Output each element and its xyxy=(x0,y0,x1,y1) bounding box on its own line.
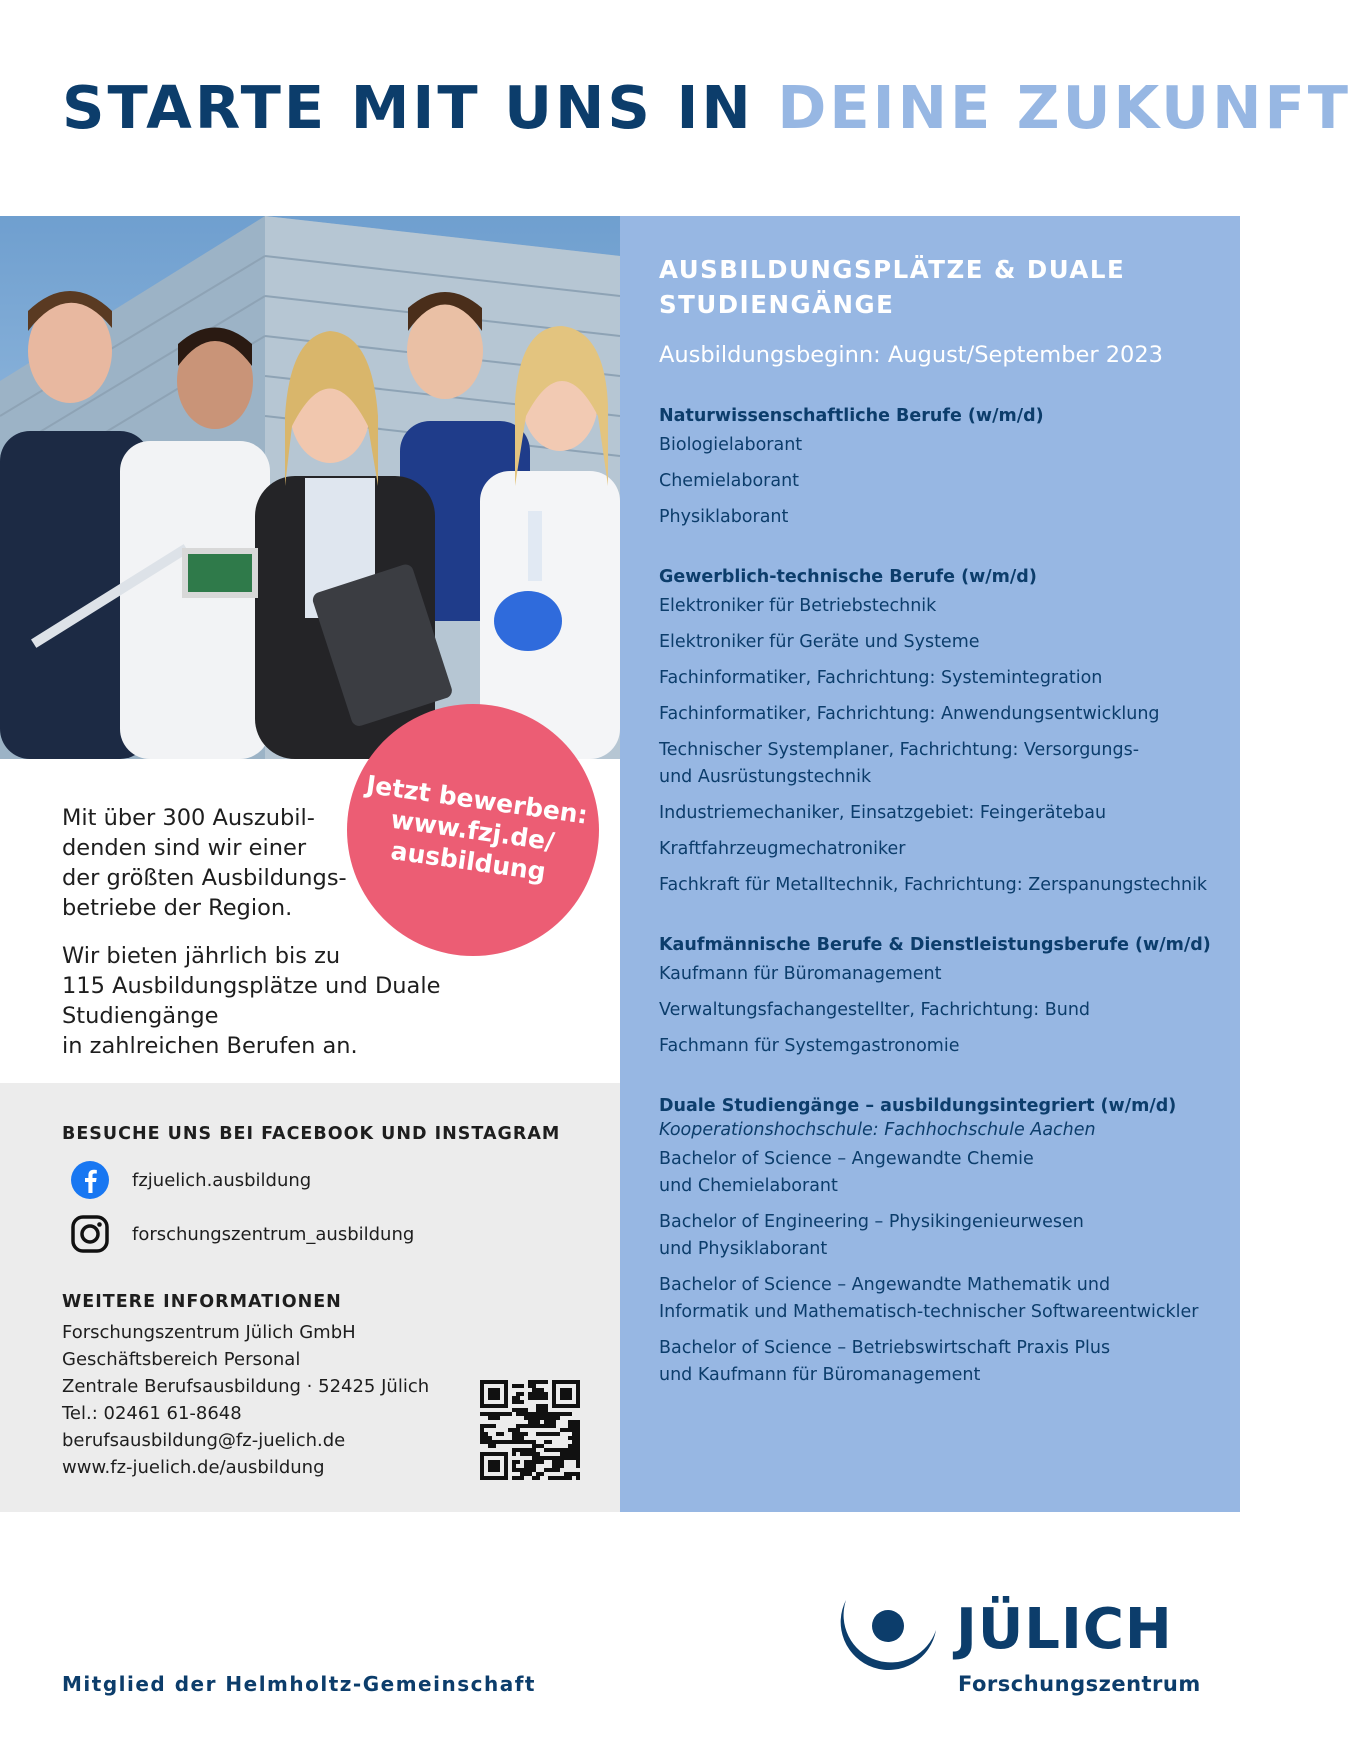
social-heading: BESUCHE UNS BEI FACEBOOK UND INSTAGRAM xyxy=(62,1124,561,1144)
apply-badge[interactable] xyxy=(347,704,599,956)
program-category xyxy=(659,1096,1219,1389)
apply-badge-text: Jetzt bewerben: www.fzj.de/ ausbildung xyxy=(364,769,590,886)
program-item: Verwaltungsfachangestellter, Fachrichtung: Bund xyxy=(659,1000,1091,1020)
program-category xyxy=(659,935,1219,1060)
juelich-logo-mark-icon xyxy=(836,1596,940,1700)
program-category-title: Duale Studiengänge – ausbildungsintegriert (w/m/d) xyxy=(659,1096,1177,1116)
program-item: Bachelor of Science – Betriebswirtschaft Praxis Plus und Kaufmann für Büromanagement xyxy=(659,1338,1111,1385)
info-heading: WEITERE INFORMATIONEN xyxy=(62,1292,342,1312)
program-item: Fachinformatiker, Fachrichtung: Systemintegration xyxy=(659,668,1103,688)
program-item: Bachelor of Engineering – Physikingenieurwesen und Physiklaborant xyxy=(659,1212,1084,1259)
program-item: Biologielaborant xyxy=(659,435,803,455)
program-item: Fachkraft für Metalltechnik, Fachrichtung: Zerspanungstechnik xyxy=(659,875,1208,895)
program-item: Elektroniker für Betriebstechnik xyxy=(659,596,937,616)
program-item: Physiklaborant xyxy=(659,507,789,527)
qr-code[interactable] xyxy=(480,1380,580,1480)
contact-email[interactable]: berufsausbildung@fz-juelich.de xyxy=(62,1430,346,1451)
juelich-logo xyxy=(836,1596,1201,1706)
instagram-icon xyxy=(70,1214,110,1254)
instagram-link[interactable] xyxy=(70,1214,414,1254)
intro-paragraph-1: Mit über 300 Auszubil- denden sind wir einer der größten Ausbildungs- betriebe der Region. xyxy=(62,805,347,921)
program-category-title: Naturwissenschaftliche Berufe (w/m/d) xyxy=(659,406,1044,426)
headline-part-light: DEINE ZUKUNFT xyxy=(777,73,1351,142)
program-category-title: Gewerblich-technische Berufe (w/m/d) xyxy=(659,567,1037,587)
contact-address: Zentrale Berufsausbildung · 52425 Jülich xyxy=(62,1376,430,1397)
program-item: Kraftfahrzeugmechatroniker xyxy=(659,839,906,859)
contact-website[interactable]: www.fz-juelich.de/ausbildung xyxy=(62,1457,325,1478)
trainees-photo xyxy=(0,216,620,759)
contact-department: Geschäftsbereich Personal xyxy=(62,1349,301,1370)
contact-phone[interactable]: Tel.: 02461 61-8648 xyxy=(62,1403,242,1424)
facebook-handle: fzjuelich.ausbildung xyxy=(132,1169,312,1191)
helmholtz-membership: Mitglied der Helmholtz-Gemeinschaft xyxy=(62,1672,536,1696)
program-item: Bachelor of Science – Angewandte Mathematik und Informatik und Mathematisch-technischer Softwareentwickler xyxy=(659,1275,1199,1322)
program-item: Kaufmann für Büromanagement xyxy=(659,964,942,984)
logo-subtitle: Forschungszentrum xyxy=(958,1672,1201,1696)
program-item: Elektroniker für Geräte und Systeme xyxy=(659,632,980,652)
program-category-note: Kooperationshochschule: Fachhochschule Aachen xyxy=(659,1120,1096,1140)
program-category-title: Kaufmännische Berufe & Dienstleistungsberufe (w/m/d) xyxy=(659,935,1211,955)
program-item: Industriemechaniker, Einsatzgebiet: Feingerätebau xyxy=(659,803,1107,823)
programs-panel xyxy=(620,216,1240,1512)
program-item: Chemielaborant xyxy=(659,471,800,491)
programs-title: AUSBILDUNGSPLÄTZE & DUALE STUDIENGÄNGE xyxy=(659,255,1126,319)
contact-company: Forschungszentrum Jülich GmbH xyxy=(62,1322,356,1343)
program-category xyxy=(659,406,1219,531)
contact-info xyxy=(62,1319,429,1481)
program-item: Technischer Systemplaner, Fachrichtung: Versorgungs- und Ausrüstungstechnik xyxy=(659,740,1140,787)
program-item: Bachelor of Science – Angewandte Chemie und Chemielaborant xyxy=(659,1149,1034,1196)
program-category xyxy=(659,567,1219,899)
facebook-icon xyxy=(70,1160,110,1200)
headline-part-dark: STARTE MIT UNS IN xyxy=(62,73,778,142)
headline xyxy=(62,73,1351,142)
program-item: Fachmann für Systemgastronomie xyxy=(659,1036,960,1056)
programs-list xyxy=(659,406,1219,1425)
programs-start-date: Ausbildungsbeginn: August/September 2023 xyxy=(659,342,1163,368)
instagram-handle: forschungszentrum_ausbildung xyxy=(132,1223,415,1245)
program-item: Fachinformatiker, Fachrichtung: Anwendungsentwicklung xyxy=(659,704,1160,724)
facebook-link[interactable] xyxy=(70,1160,311,1200)
logo-name: JÜLICH xyxy=(956,1597,1173,1662)
intro-paragraph-2: Wir bieten jährlich bis zu 115 Ausbildungsplätze und Duale Studiengänge in zahlreichen Berufen an. xyxy=(62,943,441,1059)
